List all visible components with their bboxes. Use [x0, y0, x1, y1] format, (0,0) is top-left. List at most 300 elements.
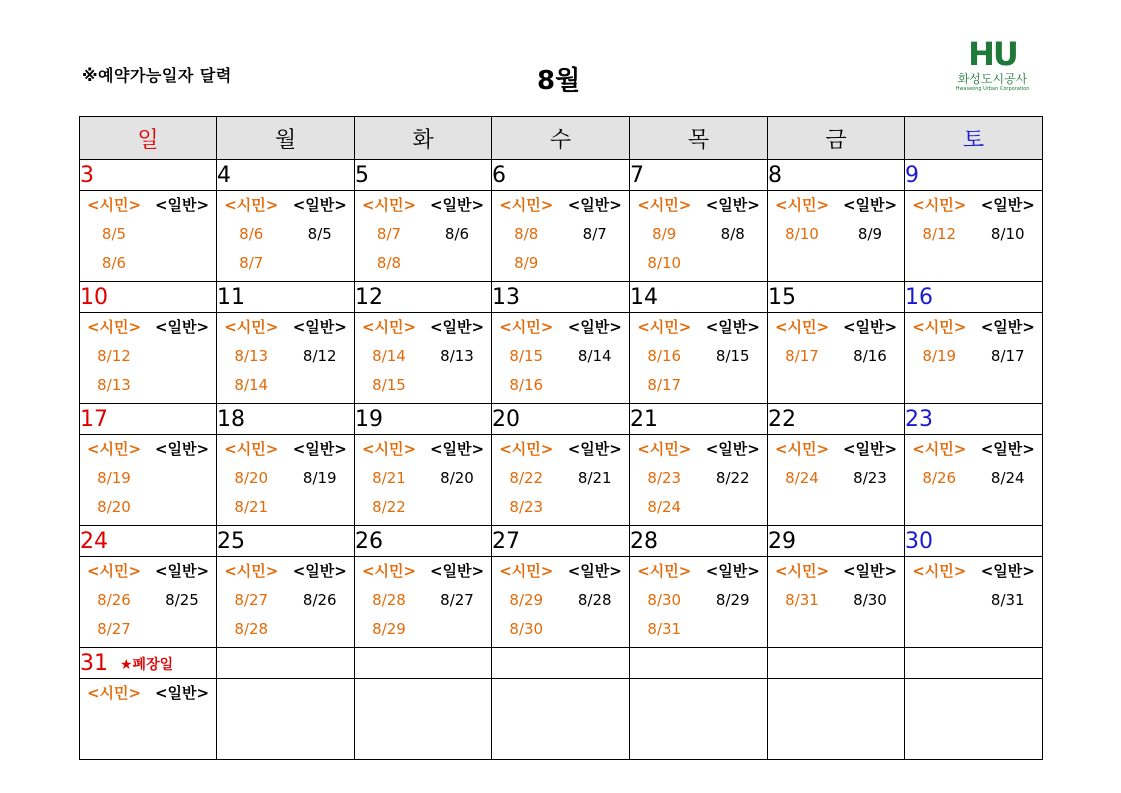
general-date: 8/21: [577, 469, 612, 487]
date-number: 20: [492, 406, 520, 432]
reservation-row: [80, 679, 1043, 760]
reservation-cell: [630, 313, 768, 404]
reservation-list: [355, 313, 491, 403]
reservation-list: [355, 435, 491, 525]
empty-slot: [905, 589, 974, 618]
empty-slot: [286, 252, 355, 281]
reservation-cell: [217, 313, 355, 404]
reservation-list: [217, 557, 354, 647]
empty-slot: [561, 496, 630, 525]
empty-slot: [561, 374, 630, 403]
reservation-cell: [492, 557, 630, 648]
date-number: 24: [80, 528, 108, 554]
date-number-row: [80, 648, 1043, 679]
reservation-list: [355, 557, 491, 647]
reservation-cell: [355, 435, 492, 526]
citizen-date: 8/28: [372, 591, 406, 609]
date-number-row: [80, 282, 1043, 313]
reservation-cell: [492, 191, 630, 282]
date-cell: [768, 160, 905, 191]
citizen-label: <시민>: [637, 318, 692, 336]
date-cell: [492, 526, 630, 557]
date-cell: [80, 526, 217, 557]
reservation-cell: [80, 313, 217, 404]
general-label: <일반>: [842, 196, 898, 214]
reservation-cell: [217, 557, 355, 648]
empty-slot: [423, 496, 491, 525]
citizen-date: 8/15: [372, 376, 406, 394]
reservation-list: [355, 191, 491, 281]
citizen-date: 8/10: [647, 254, 682, 272]
reservation-list: [80, 557, 216, 647]
date-number: 17: [80, 406, 108, 432]
company-logo: [955, 35, 1030, 100]
reservation-cell: [768, 191, 905, 282]
date-cell: [355, 160, 492, 191]
citizen-date: 8/6: [101, 254, 127, 272]
citizen-label: <시민>: [637, 562, 692, 580]
citizen-date: 8/19: [922, 347, 957, 365]
citizen-date: 8/13: [234, 347, 269, 365]
date-number: 31: [80, 650, 108, 676]
citizen-label: <시민>: [499, 562, 554, 580]
general-date: 8/22: [715, 469, 750, 487]
general-date: 8/9: [857, 225, 883, 243]
general-date: 8/16: [853, 347, 887, 365]
general-date: 8/5: [307, 225, 332, 243]
citizen-date: 8/16: [509, 376, 544, 394]
citizen-date: 8/21: [372, 469, 406, 487]
general-date: 8/27: [440, 591, 474, 609]
general-label: <일반>: [429, 562, 485, 580]
empty-date-cell: [630, 648, 768, 679]
citizen-date: 8/7: [376, 225, 402, 243]
general-date: 8/30: [853, 591, 887, 609]
citizen-label: <시민>: [499, 318, 554, 336]
reservation-row: [80, 435, 1043, 526]
weekday-header-wed: 수: [492, 117, 630, 160]
empty-slot: [286, 618, 355, 647]
citizen-label: <시민>: [499, 440, 554, 458]
weekday-header-sun: 일: [80, 117, 217, 160]
citizen-label: <시민>: [774, 440, 830, 458]
reservation-cell: [630, 191, 768, 282]
date-number: 27: [492, 528, 520, 554]
general-label: <일반>: [154, 684, 210, 702]
citizen-label: <시민>: [637, 196, 692, 214]
citizen-label: <시민>: [361, 196, 417, 214]
citizen-label: <시민>: [86, 562, 142, 580]
date-cell: [492, 282, 630, 313]
empty-reservation-cell: [355, 679, 492, 760]
citizen-date: 8/13: [97, 376, 131, 394]
empty-slot: [423, 252, 491, 281]
citizen-date: 8/5: [101, 225, 127, 243]
general-label: <일반>: [980, 196, 1035, 214]
empty-slot: [699, 252, 768, 281]
citizen-label: <시민>: [912, 562, 967, 580]
reservation-list: [630, 313, 767, 403]
general-date: 8/31: [990, 591, 1025, 609]
reservation-cell: [80, 679, 217, 760]
date-cell: [217, 404, 355, 435]
reservation-list: [217, 435, 354, 525]
date-number: 8: [768, 162, 782, 188]
empty-date-cell: [905, 648, 1043, 679]
citizen-label: <시민>: [774, 318, 830, 336]
general-date: 8/15: [715, 347, 750, 365]
empty-slot: [148, 374, 216, 403]
date-number: 19: [355, 406, 383, 432]
general-date: 8/8: [720, 225, 745, 243]
general-label: <일반>: [154, 562, 210, 580]
weekday-header-mon: 월: [217, 117, 355, 160]
calendar-table: [79, 116, 1043, 760]
date-cell: [217, 526, 355, 557]
date-cell: [905, 160, 1043, 191]
reservation-cell: [80, 557, 217, 648]
date-number: 9: [905, 162, 919, 188]
general-label: <일반>: [980, 562, 1035, 580]
citizen-date: 8/17: [785, 347, 819, 365]
calendar-body: [80, 160, 1043, 760]
weekday-header-row: [80, 117, 1043, 160]
citizen-date: 8/31: [785, 591, 819, 609]
general-label: <일반>: [705, 562, 760, 580]
citizen-date: 8/24: [785, 469, 819, 487]
general-label: <일반>: [705, 440, 760, 458]
citizen-date: 8/8: [376, 254, 402, 272]
citizen-date: 8/17: [647, 376, 682, 394]
reservation-row: [80, 313, 1043, 404]
date-number: 23: [905, 406, 933, 432]
reservation-cell: [630, 435, 768, 526]
date-cell: [492, 160, 630, 191]
date-cell: [630, 160, 768, 191]
citizen-date: 8/31: [647, 620, 682, 638]
general-date: 8/28: [577, 591, 612, 609]
empty-slot: [148, 496, 216, 525]
reservation-list: [905, 313, 1042, 374]
date-number-row: [80, 160, 1043, 191]
general-date: 8/24: [990, 469, 1025, 487]
reservation-list: [768, 435, 904, 496]
empty-slot: [148, 252, 216, 281]
citizen-date: 8/24: [647, 498, 682, 516]
citizen-label: <시민>: [224, 318, 279, 336]
citizen-date: 8/9: [514, 254, 539, 272]
general-date: 8/12: [302, 347, 337, 365]
general-date: 8/26: [302, 591, 337, 609]
reservation-cell: [905, 313, 1043, 404]
citizen-date: 8/20: [234, 469, 269, 487]
general-label: <일반>: [154, 440, 210, 458]
reservation-row: [80, 191, 1043, 282]
reservation-list: [768, 557, 904, 618]
general-label: <일반>: [705, 196, 760, 214]
general-label: <일반>: [567, 562, 622, 580]
citizen-date: 8/19: [97, 469, 131, 487]
reservation-list: [768, 313, 904, 374]
general-label: <일반>: [292, 318, 347, 336]
reservation-cell: [217, 191, 355, 282]
general-date: 8/23: [853, 469, 887, 487]
citizen-date: 8/29: [372, 620, 406, 638]
date-cell: [80, 404, 217, 435]
date-number: 5: [355, 162, 369, 188]
date-number: 18: [217, 406, 245, 432]
reservation-list: [905, 435, 1042, 496]
general-date: 8/29: [715, 591, 750, 609]
date-cell: [80, 648, 217, 679]
citizen-label: <시민>: [224, 440, 279, 458]
citizen-date: 8/14: [234, 376, 269, 394]
general-label: <일반>: [705, 318, 760, 336]
general-label: <일반>: [429, 196, 485, 214]
reservation-cell: [905, 191, 1043, 282]
date-number: 11: [217, 284, 245, 310]
date-cell: [630, 282, 768, 313]
reservation-cell: [492, 435, 630, 526]
date-cell: [217, 282, 355, 313]
general-date: 8/19: [302, 469, 337, 487]
citizen-label: <시민>: [86, 684, 142, 702]
reservation-cell: [768, 313, 905, 404]
general-date: 8/6: [444, 225, 470, 243]
citizen-date: 8/20: [97, 498, 131, 516]
citizen-date: 8/30: [647, 591, 682, 609]
empty-reservation-cell: [768, 679, 905, 760]
date-number: 4: [217, 162, 231, 188]
citizen-date: 8/14: [372, 347, 406, 365]
empty-slot: [699, 496, 768, 525]
general-label: <일반>: [567, 318, 622, 336]
date-cell: [905, 526, 1043, 557]
logo-org-sub: Hwaseong Urban Corporation: [955, 86, 1030, 92]
empty-slot: [148, 467, 216, 496]
date-cell: [492, 404, 630, 435]
empty-reservation-cell: [492, 679, 630, 760]
citizen-label: <시민>: [637, 440, 692, 458]
reservation-cell: [355, 557, 492, 648]
general-label: <일반>: [567, 440, 622, 458]
citizen-date: 8/26: [922, 469, 957, 487]
citizen-date: 8/22: [372, 498, 406, 516]
citizen-label: <시민>: [361, 440, 417, 458]
date-cell: [768, 526, 905, 557]
reservation-list: [630, 435, 767, 525]
weekday-header-fri: 금: [768, 117, 905, 160]
date-cell: [768, 404, 905, 435]
date-number: 14: [630, 284, 658, 310]
date-number: 10: [80, 284, 108, 310]
general-label: <일반>: [842, 562, 898, 580]
date-number: 6: [492, 162, 506, 188]
citizen-date: 8/10: [785, 225, 819, 243]
empty-slot: [286, 496, 355, 525]
reservation-cell: [630, 557, 768, 648]
date-number: 3: [80, 162, 94, 188]
citizen-label: <시민>: [361, 318, 417, 336]
date-number: 25: [217, 528, 245, 554]
date-cell: [80, 160, 217, 191]
date-number: 30: [905, 528, 933, 554]
date-cell: [905, 282, 1043, 313]
date-number-row: [80, 526, 1043, 557]
general-label: <일반>: [154, 318, 210, 336]
empty-date-cell: [492, 648, 630, 679]
citizen-label: <시민>: [774, 562, 830, 580]
citizen-date: 8/8: [514, 225, 539, 243]
empty-reservation-cell: [630, 679, 768, 760]
date-cell: [355, 282, 492, 313]
date-number: 29: [768, 528, 796, 554]
citizen-date: 8/27: [97, 620, 131, 638]
date-number: 15: [768, 284, 796, 310]
reservation-list: [905, 557, 1042, 618]
date-cell: [217, 160, 355, 191]
general-date: 8/10: [990, 225, 1025, 243]
weekday-header-tue: 화: [355, 117, 492, 160]
general-label: <일반>: [292, 196, 347, 214]
reservation-cell: [80, 191, 217, 282]
citizen-date: 8/6: [239, 225, 264, 243]
reservation-list: [492, 435, 629, 525]
general-label: <일반>: [292, 440, 347, 458]
citizen-label: <시민>: [912, 440, 967, 458]
reservation-list: [80, 435, 216, 525]
citizen-date: 8/22: [509, 469, 544, 487]
empty-slot: [148, 223, 216, 252]
reservation-list: [905, 191, 1042, 252]
reservation-cell: [355, 191, 492, 282]
reservation-list: [492, 557, 629, 647]
citizen-date: 8/21: [234, 498, 269, 516]
weekday-header-sat: 토: [905, 117, 1043, 160]
date-number: 21: [630, 406, 658, 432]
citizen-label: <시민>: [224, 562, 279, 580]
logo-mark: HU: [968, 35, 1017, 73]
reservation-cell: [768, 557, 905, 648]
general-date: 8/14: [577, 347, 612, 365]
empty-slot: [699, 618, 768, 647]
date-cell: [630, 404, 768, 435]
citizen-date: 8/30: [509, 620, 544, 638]
reservation-list: [630, 191, 767, 281]
citizen-label: <시민>: [912, 318, 967, 336]
citizen-label: <시민>: [499, 196, 554, 214]
date-number: 22: [768, 406, 796, 432]
citizen-date: 8/7: [239, 254, 264, 272]
empty-slot: [699, 374, 768, 403]
logo-org-name: 화성도시공사: [957, 72, 1028, 86]
empty-reservation-cell: [905, 679, 1043, 760]
citizen-date: 8/23: [509, 498, 544, 516]
reservation-cell: [217, 435, 355, 526]
general-date: 8/17: [990, 347, 1025, 365]
empty-slot: [148, 618, 216, 647]
date-number: 12: [355, 284, 383, 310]
reservation-cell: [492, 313, 630, 404]
reservation-cell: [905, 435, 1043, 526]
closed-day-label: ★폐장일: [120, 656, 174, 673]
general-label: <일반>: [292, 562, 347, 580]
general-label: <일반>: [429, 440, 485, 458]
empty-slot: [423, 618, 491, 647]
general-label: <일반>: [842, 440, 898, 458]
reservation-list: [630, 557, 767, 647]
citizen-label: <시민>: [361, 562, 417, 580]
date-cell: [768, 282, 905, 313]
empty-date-cell: [768, 648, 905, 679]
empty-date-cell: [355, 648, 492, 679]
general-label: <일반>: [567, 196, 622, 214]
reservation-list: [217, 191, 354, 281]
general-label: <일반>: [842, 318, 898, 336]
empty-slot: [423, 374, 491, 403]
general-date: 8/25: [165, 591, 199, 609]
citizen-label: <시민>: [774, 196, 830, 214]
empty-reservation-cell: [217, 679, 355, 760]
date-cell: [355, 404, 492, 435]
reservation-list: [80, 313, 216, 403]
citizen-date: 8/12: [922, 225, 957, 243]
date-number: 26: [355, 528, 383, 554]
reservation-row: [80, 557, 1043, 648]
reservation-list: [768, 191, 904, 252]
reservation-list: [80, 679, 216, 711]
reservation-list: [217, 313, 354, 403]
reservation-cell: [905, 557, 1043, 648]
general-label: <일반>: [980, 318, 1035, 336]
citizen-date: 8/29: [509, 591, 544, 609]
date-number: 28: [630, 528, 658, 554]
date-cell: [630, 526, 768, 557]
citizen-label: <시민>: [224, 196, 279, 214]
citizen-date: 8/28: [234, 620, 269, 638]
citizen-date: 8/9: [652, 225, 677, 243]
reservation-cell: [768, 435, 905, 526]
reservation-cell: [355, 313, 492, 404]
citizen-date: 8/27: [234, 591, 269, 609]
citizen-label: <시민>: [86, 196, 142, 214]
citizen-label: <시민>: [86, 318, 142, 336]
general-label: <일반>: [154, 196, 210, 214]
citizen-date: 8/23: [647, 469, 682, 487]
citizen-date: 8/16: [647, 347, 682, 365]
date-cell: [80, 282, 217, 313]
date-number: 13: [492, 284, 520, 310]
reservation-list: [80, 191, 216, 281]
citizen-date: 8/12: [97, 347, 131, 365]
empty-slot: [561, 618, 630, 647]
general-date: 8/20: [440, 469, 474, 487]
empty-date-cell: [217, 648, 355, 679]
month-title: 8월: [537, 66, 581, 96]
citizen-label: <시민>: [86, 440, 142, 458]
general-label: <일반>: [980, 440, 1035, 458]
page-title-note: ※예약가능일자 달력: [82, 66, 232, 85]
citizen-date: 8/26: [97, 591, 131, 609]
date-number: 7: [630, 162, 644, 188]
reservation-list: [492, 191, 629, 281]
citizen-label: <시민>: [912, 196, 967, 214]
general-label: <일반>: [429, 318, 485, 336]
date-number: 16: [905, 284, 933, 310]
empty-slot: [286, 374, 355, 403]
empty-slot: [148, 345, 216, 374]
reservation-cell: [80, 435, 217, 526]
